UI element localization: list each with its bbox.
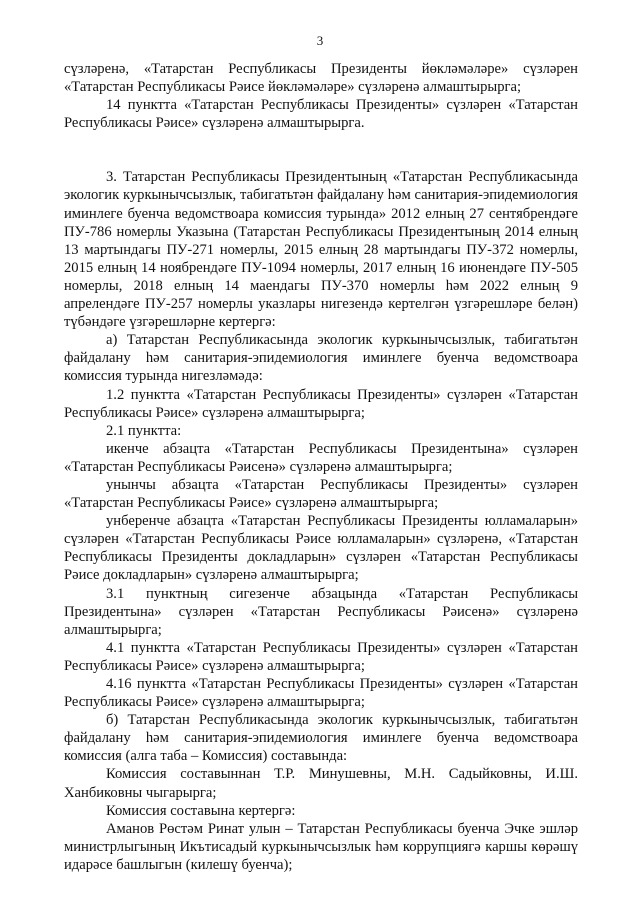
paragraph: 4.1 пунктта «Татарстан Республикасы Президенты» сүзләрен «Татарстан Республикасы Рәисе» сүзләренә алмаштырырга; [64, 639, 578, 674]
paragraph-gap [64, 150, 578, 168]
paragraph: 3.1 пунктның сигезенче абзацында «Татарстан Республикасы Президентына» сүзләрен «Татарстан Республикасы Рәисенә» сүзләренә алмаштырырга; [64, 585, 578, 638]
document-body [64, 60, 578, 874]
paragraph: 2.1 пунктта: [106, 422, 182, 439]
paragraph: а) Татарстан Республикасында экологик куркынычсызлык, табигатьтән файдалану һәм санитария-эпидемиология иминлеге буенча ведомствоара комиссия турында нигезләмәдә: [64, 332, 578, 385]
paragraph: Аманов Рөстәм Ринат улын – Татарстан Республикасы буенча Эчке эшләр министрлыгының Икътисадый куркынычсызлык һәм коррупциягә каршы көрәшү идарәсе башлыгын (килешү буенча); [64, 820, 578, 873]
paragraph: икенче абзацта «Татарстан Республикасы Президентына» сүзләрен «Татарстан Республикасы Рәисенә» сүзләренә алмаштырырга; [64, 440, 578, 475]
paragraph-gap [64, 132, 578, 150]
paragraph: Комиссия составына кертергә: [106, 802, 296, 819]
paragraph: 3. Татарстан Республикасы Президентының «Татарстан Республикасында экологик куркынычсызлык, табигатьтән файдалану һәм санитария-эпидемиология иминлеге буенча ведомствоара комиссия турында» 2012 елның 27 сентябрендәге ПУ-786 номерлы Указына (Татарстан Республикасы Президентының 2014 елның 13 мартындагы ПУ-271 номерлы, 2015 елның 28 мартындагы ПУ-372 номерлы, 2015 елның 14 ноябрендәге ПУ-1094 номерлы, 2017 елның 16 июнендәге ПУ-505 номерлы, 2018 елның 14 маендагы ПУ-370 номерлы һәм 2022 елның 9 апрелендәге ПУ-257 номерлы указлары нигезендә кертелгән үзгәрешләре белән) түбәндәге үзгәрешләрне кертергә: [64, 169, 578, 331]
page-number: 3 [316, 33, 324, 48]
paragraph: сүзләренә, «Татарстан Республикасы Президенты йөкләмәләре» сүзләрен «Татарстан Республикасы Рәисе йөкләмәләре» сүзләренә алмаштырырга; [64, 61, 578, 96]
paragraph: 14 пунктта «Татарстан Республикасы Президенты» сүзләрен «Татарстан Республикасы Рәисе» сүзләренә алмаштырырга. [64, 97, 578, 132]
paragraph: 1.2 пунктта «Татарстан Республикасы Президенты» сүзләрен «Татарстан Республикасы Рәисе» сүзләренә алмаштырырга; [64, 386, 578, 421]
paragraph: Комиссия составыннан Т.Р. Минушевны, М.Н. Садыйковны, И.Ш. Ханбиковны чыгарырга; [64, 766, 578, 801]
paragraph: унберенче абзацта «Татарстан Республикасы Президенты юлламаларын» сүзләрен «Татарстан Республикасы Рәисе юлламаларын» сүзләренә, «Татарстан Республикасы Президенты докладларын» сүзләрен «Татарстан Республикасы Рәисе докладларын» сүзләренә алмаштырырга; [64, 513, 578, 584]
paragraph: 4.16 пунктта «Татарстан Республикасы Президенты» сүзләрен «Татарстан Республикасы Рәисе» сүзләренә алмаштырырга; [64, 676, 578, 711]
paragraph: унынчы абзацта «Татарстан Республикасы Президенты» сүзләрен «Татарстан Республикасы Рәисе» сүзләренә алмаштырырга; [64, 476, 578, 512]
paragraph: б) Татарстан Республикасында экологик куркынычсызлык, табигатьтән файдалану һәм санитария-эпидемиология иминлеге буенча ведомствоара комиссия (алга таба – Комиссия) составында: [64, 712, 578, 765]
